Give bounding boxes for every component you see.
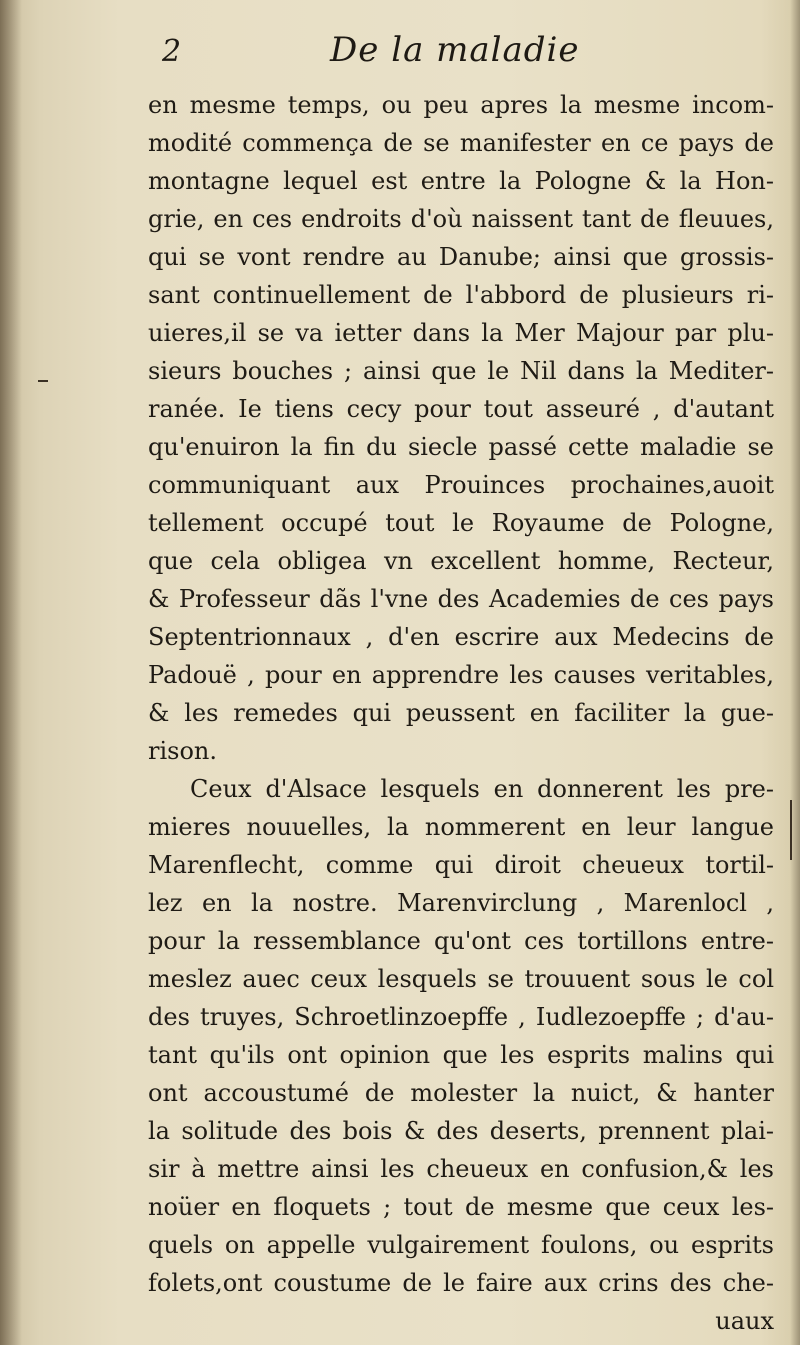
text-line: mieres nouuelles, la nommerent en leur langue — [148, 813, 774, 841]
text-line: Septentrionnaux , d'en escrire aux Medecins de — [148, 623, 774, 651]
text-line: sant continuellement de l'abbord de plusieurs ri- — [148, 281, 774, 309]
text-line: grie, en ces endroits d'où naissent tant de fleuues, — [148, 205, 774, 233]
text-line: Ceux d'Alsace lesquels en donnerent les pre- — [190, 775, 774, 803]
text-line: montagne lequel est entre la Pologne & la Hon- — [148, 167, 774, 195]
text-line: Marenflecht, comme qui diroit cheueux tortil- — [148, 851, 774, 879]
text-line: qui se vont rendre au Danube; ainsi que grossis- — [148, 243, 774, 271]
text-line: qu'enuiron la fin du siecle passé cette maladie se — [148, 433, 774, 461]
text-line: folets,ont coustume de le faire aux crins des che- — [148, 1269, 774, 1297]
text-line: en mesme temps, ou peu apres la mesme incom- — [148, 91, 774, 119]
text-line: pour la ressemblance qu'ont ces tortillons entre- — [148, 927, 774, 955]
text-line: meslez auec ceux lesquels se trouuent sous le col — [148, 965, 774, 993]
page-edge — [790, 0, 800, 1345]
page-header — [160, 30, 780, 80]
text-line: tellement occupé tout le Royaume de Pologne, — [148, 509, 774, 537]
text-line: modité commença de se manifester en ce pays de — [148, 129, 774, 157]
text-line: ranée. Ie tiens cecy pour tout asseuré , d'autant — [148, 395, 774, 423]
text-line: la solitude des bois & des deserts, prennent plai- — [148, 1117, 774, 1145]
text-line: quels on appelle vulgairement foulons, ou esprits — [148, 1231, 774, 1259]
text-line: uieres,il se va ietter dans la Mer Majour par plu- — [148, 319, 774, 347]
text-line: sir à mettre ainsi les cheueux en confusion,& les — [148, 1155, 774, 1183]
margin-mark — [38, 380, 48, 382]
text-line: des truyes, Schroetlinzoepffe , Iudlezoepffe ; d'au- — [148, 1003, 774, 1031]
text-line: rison. — [148, 737, 217, 765]
text-line: & les remedes qui peussent en faciliter la gue- — [148, 699, 774, 727]
text-line: ont accoustumé de molester la nuict, & hanter — [148, 1079, 774, 1107]
text-line: lez en la nostre. Marenvirclung , Marenlocl , — [148, 889, 774, 917]
gutter-shadow — [0, 0, 22, 1345]
text-line: Padouë , pour en apprendre les causes veritables, — [148, 661, 774, 689]
page-number: 2 — [162, 34, 182, 69]
text-line: tant qu'ils ont opinion que les esprits malins qui — [148, 1041, 774, 1069]
text-line: noüer en floquets ; tout de mesme que ceux les- — [148, 1193, 774, 1221]
text-line: sieurs bouches ; ainsi que le Nil dans la Mediter- — [148, 357, 774, 385]
margin-tick — [790, 800, 792, 860]
catchword: uaux — [715, 1307, 774, 1335]
text-line: communiquant aux Prouinces prochaines,auoit — [148, 471, 774, 499]
text-line: & Professeur dãs l'vne des Academies de ces pays — [148, 585, 774, 613]
running-title: De la maladie — [330, 30, 580, 70]
text-line: que cela obligea vn excellent homme, Recteur, — [148, 547, 774, 575]
